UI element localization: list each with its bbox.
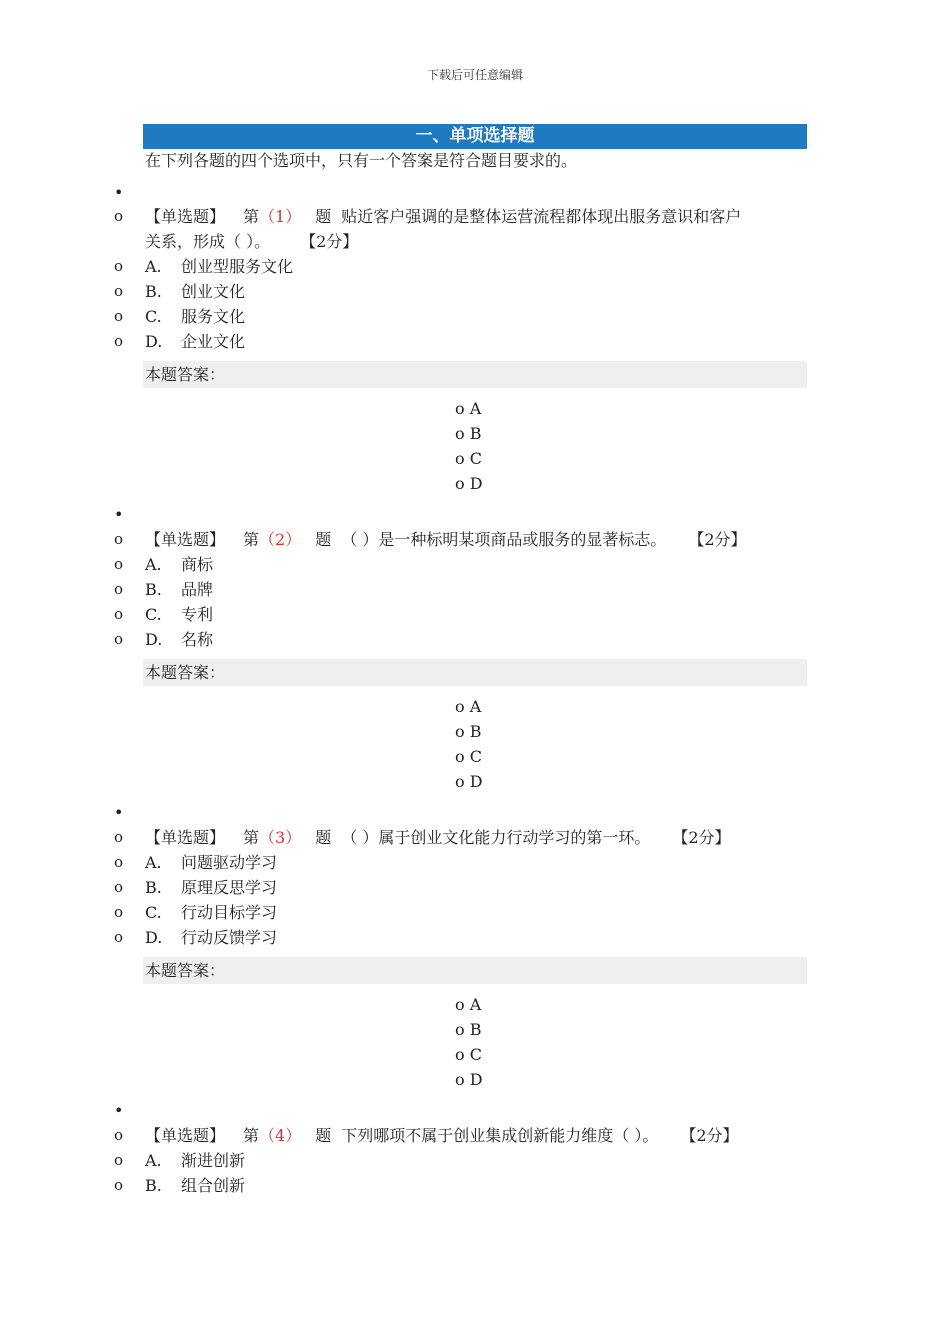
option-b[interactable] bbox=[114, 279, 814, 304]
answer-label: 本题答案： bbox=[143, 957, 807, 984]
option-letter: C. bbox=[145, 605, 162, 624]
question-number: （3） bbox=[259, 828, 302, 847]
list-marker: o bbox=[114, 257, 124, 275]
option-text: 问题驱动学习 bbox=[181, 853, 278, 872]
list-marker: o bbox=[114, 530, 124, 548]
option-letter: B. bbox=[145, 580, 162, 599]
answer-choice-c[interactable]: o C bbox=[455, 449, 482, 468]
question-score: 【2分】 bbox=[688, 530, 747, 549]
question-text: 下列哪项不属于创业集成创新能力维度（ ）。 bbox=[341, 1126, 659, 1145]
answer-choice-c[interactable]: o C bbox=[455, 1045, 482, 1064]
list-marker: o bbox=[114, 928, 124, 946]
answer-choice-b[interactable]: o B bbox=[455, 722, 482, 741]
question-score: 【2分】 bbox=[672, 828, 731, 847]
question-di: 第 bbox=[243, 1126, 260, 1145]
list-marker: o bbox=[114, 207, 124, 225]
question-2-stem bbox=[114, 527, 814, 552]
option-text: 商标 bbox=[181, 555, 214, 574]
question-ti: 题 bbox=[315, 530, 332, 549]
question-type: 【单选题】 bbox=[145, 530, 226, 549]
option-a[interactable] bbox=[114, 1148, 814, 1173]
option-text: 原理反思学习 bbox=[181, 878, 278, 897]
list-marker: o bbox=[114, 828, 124, 846]
option-b[interactable] bbox=[114, 875, 814, 900]
option-letter: A. bbox=[145, 257, 162, 276]
option-letter: A. bbox=[145, 1151, 162, 1170]
page-header: 下载后可任意编辑 bbox=[426, 68, 523, 82]
question-score: 【2分】 bbox=[680, 1126, 739, 1145]
option-text: 名称 bbox=[181, 630, 214, 649]
option-text: 企业文化 bbox=[181, 332, 246, 351]
answer-choice-a[interactable]: o A bbox=[455, 697, 482, 716]
question-score: 【2分】 bbox=[300, 232, 359, 251]
section-intro: 在下列各题的四个选项中，只有一个答案是符合题目要求的。 bbox=[145, 151, 578, 170]
list-marker: o bbox=[114, 630, 124, 648]
question-4-stem bbox=[114, 1123, 814, 1148]
list-marker: o bbox=[114, 1151, 124, 1169]
option-letter: B. bbox=[145, 878, 162, 897]
question-3-stem bbox=[114, 825, 814, 850]
option-text: 服务文化 bbox=[181, 307, 246, 326]
list-marker: o bbox=[114, 1176, 124, 1194]
option-text: 创业文化 bbox=[181, 282, 246, 301]
bullet-marker: • bbox=[114, 1101, 124, 1120]
option-letter: C. bbox=[145, 307, 162, 326]
answer-choice-a[interactable]: o A bbox=[455, 995, 482, 1014]
answer-label: 本题答案： bbox=[143, 659, 807, 686]
option-a[interactable] bbox=[114, 850, 814, 875]
option-d[interactable] bbox=[114, 329, 814, 354]
option-d[interactable] bbox=[114, 627, 814, 652]
question-1-stem bbox=[114, 204, 814, 229]
option-letter: B. bbox=[145, 1176, 162, 1195]
option-d[interactable] bbox=[114, 925, 814, 950]
option-b[interactable] bbox=[114, 577, 814, 602]
question-ti: 题 bbox=[315, 1126, 332, 1145]
question-di: 第 bbox=[243, 828, 260, 847]
question-text: 贴近客户强调的是整体运营流程都体现出服务意识和客户 bbox=[341, 207, 742, 226]
answer-choice-b[interactable]: o B bbox=[455, 1020, 482, 1039]
question-number: （1） bbox=[259, 207, 302, 226]
list-marker: o bbox=[114, 605, 124, 623]
list-marker: o bbox=[114, 555, 124, 573]
question-type: 【单选题】 bbox=[145, 828, 226, 847]
option-a[interactable] bbox=[114, 552, 814, 577]
question-di: 第 bbox=[243, 530, 260, 549]
option-text: 渐进创新 bbox=[181, 1151, 246, 1170]
option-c[interactable] bbox=[114, 900, 814, 925]
option-text: 组合创新 bbox=[181, 1176, 246, 1195]
option-a[interactable] bbox=[114, 254, 814, 279]
question-number: （4） bbox=[259, 1126, 302, 1145]
answer-choice-d[interactable]: o D bbox=[455, 474, 483, 493]
section-title: 一、单项选择题 bbox=[143, 124, 807, 149]
option-letter: A. bbox=[145, 555, 162, 574]
question-ti: 题 bbox=[315, 207, 332, 226]
list-marker: o bbox=[114, 878, 124, 896]
option-c[interactable] bbox=[114, 304, 814, 329]
answer-choice-d[interactable]: o D bbox=[455, 1070, 483, 1089]
option-text: 品牌 bbox=[181, 580, 214, 599]
question-di: 第 bbox=[243, 207, 260, 226]
option-text: 创业型服务文化 bbox=[181, 257, 294, 276]
list-marker: o bbox=[114, 282, 124, 300]
question-text-cont: 关系，形成（ ）。 bbox=[145, 232, 271, 251]
option-c[interactable] bbox=[114, 602, 814, 627]
answer-choice-b[interactable]: o B bbox=[455, 424, 482, 443]
question-text: （ ）属于创业文化能力行动学习的第一环。 bbox=[341, 828, 651, 847]
option-letter: B. bbox=[145, 282, 162, 301]
question-1-stem-cont bbox=[145, 229, 358, 254]
option-text: 专利 bbox=[181, 605, 214, 624]
bullet-marker: • bbox=[114, 183, 124, 202]
option-letter: D. bbox=[145, 332, 163, 351]
option-letter: D. bbox=[145, 630, 163, 649]
answer-choice-d[interactable]: o D bbox=[455, 772, 483, 791]
list-marker: o bbox=[114, 580, 124, 598]
option-text: 行动目标学习 bbox=[181, 903, 278, 922]
question-text: （ ）是一种标明某项商品或服务的显著标志。 bbox=[341, 530, 667, 549]
list-marker: o bbox=[114, 853, 124, 871]
bullet-marker: • bbox=[114, 505, 124, 524]
option-text: 行动反馈学习 bbox=[181, 928, 278, 947]
list-marker: o bbox=[114, 332, 124, 350]
option-letter: D. bbox=[145, 928, 163, 947]
list-marker: o bbox=[114, 903, 124, 921]
question-type: 【单选题】 bbox=[145, 1126, 226, 1145]
bullet-marker: • bbox=[114, 803, 124, 822]
option-letter: A. bbox=[145, 853, 162, 872]
list-marker: o bbox=[114, 307, 124, 325]
question-type: 【单选题】 bbox=[145, 207, 226, 226]
answer-choice-a[interactable]: o A bbox=[455, 399, 482, 418]
list-marker: o bbox=[114, 1126, 124, 1144]
answer-label: 本题答案： bbox=[143, 361, 807, 388]
answer-choice-c[interactable]: o C bbox=[455, 747, 482, 766]
option-letter: C. bbox=[145, 903, 162, 922]
question-ti: 题 bbox=[315, 828, 332, 847]
option-b[interactable] bbox=[114, 1173, 814, 1198]
question-number: （2） bbox=[259, 530, 302, 549]
